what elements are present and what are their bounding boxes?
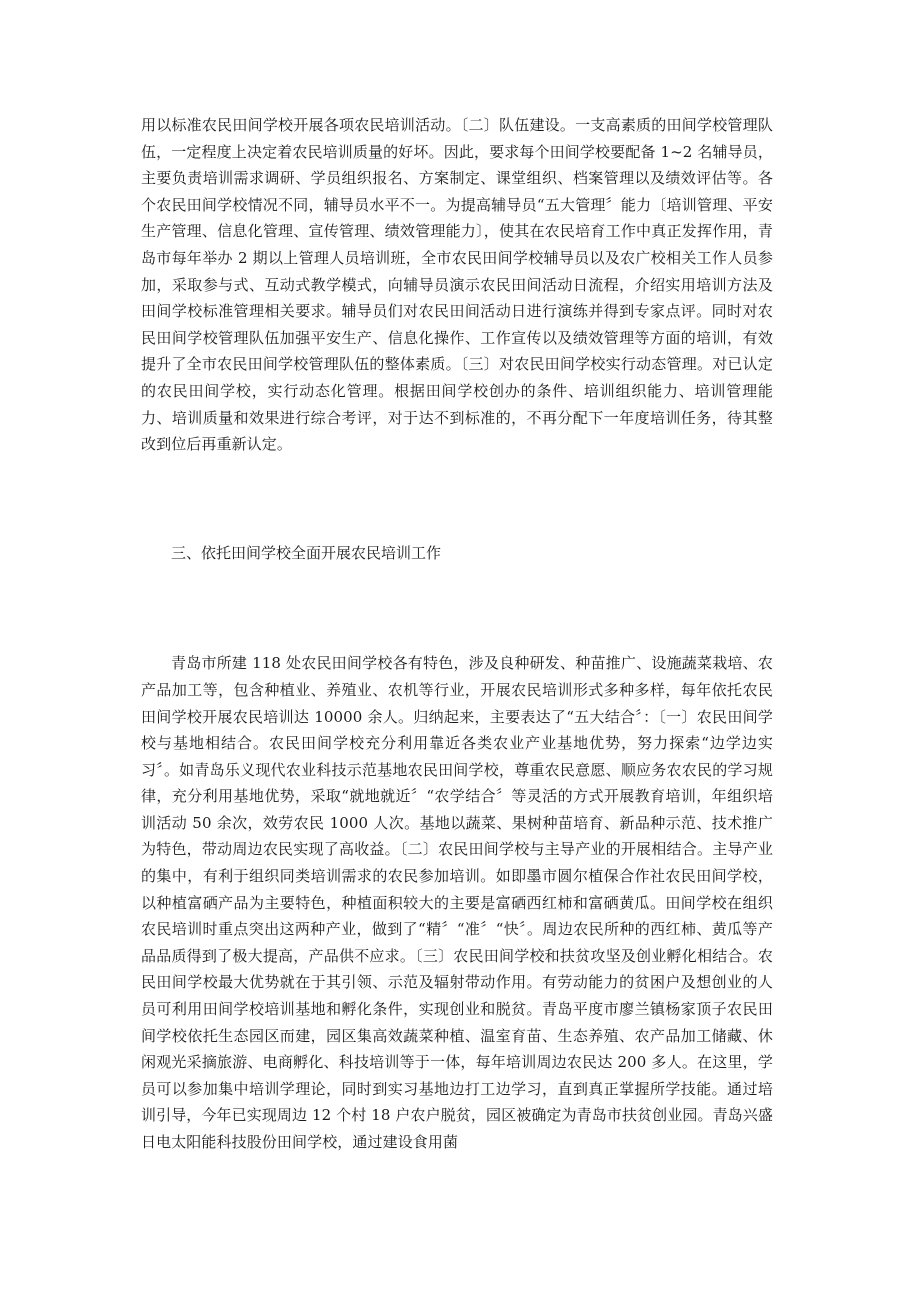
section-heading: 三、依托田间学校全面开展农民培训工作 <box>171 543 442 562</box>
body-paragraph-1: 用以标准农民田间学校开展各项农民培训活动。〔二〕队伍建设。一支高素质的田间学校管理队伍，一定程度上决定着农民培训质量的好坏。因此，要求每个田间学校要配备 1~2 名辅导员，主要负责培训需求调研、学员组织报名、方案制定、课堂组织、档案管理以及绩效评估等。各个农民田间学校情况不同，辅导员水平不一。为提高辅导员“五大管理〞能力〔培训管理、平安生产管理、信息化管理、宣传管理、绩效管理能力〕，使其在农民培育工作中真正发挥作用，青岛市每年举办 2 期以上管理人员培训班，全市农民田间学校辅导员以及农广校相关工作人员参加，采取参与式、互动式教学模式，向辅导员演示农民田间活动日流程，介绍实用培训方法及田间学校标准管理相关要求。辅导员们对农民田间活动日进行演练并得到专家点评。同时对农民田间学校管理队伍加强平安生产、信息化操作、工作宣传以及绩效管理等方面的培训，有效提升了全市农民田间学校管理队伍的整体素质。〔三〕对农民田间学校实行动态管理。对已认定的农民田间学校，实行动态化管理。根据田间学校创办的条件、培训组织能力、培训管理能力、培训质量和效果进行综合考评，对于达不到标准的，不再分配下一年度培训任务，待其整改到位后再重新认定。 <box>141 116 773 454</box>
body-paragraph-2: 青岛市所建 118 处农民田间学校各有特色，涉及良种研发、种苗推广、设施蔬菜栽培、农产品加工等，包含种植业、养殖业、农机等行业，开展农民培训形式多种多样，每年依托农民田间学校开展农民培训达 10000 余人。归纳起来，主要表达了“五大结合〞：〔一〕农民田间学校与基地相结合。农民田间学校充分利用靠近各类农业产业基地优势，努力探索“边学边实习〞。如青岛乐义现代农业科技示范基地农民田间学校，尊重农民意愿、顺应务农农民的学习规律，充分利用基地优势，采取“就地就近〞“农学结合〞等灵活的方式开展教育培训，年组织培训活动 50 余次，效劳农民 1000 人次。基地以蔬菜、果树种苗培育、新品种示范、技术推广为特色，带动周边农民实现了高收益。〔二〕农民田间学校与主导产业的开展相结合。主导产业的集中，有利于组织同类培训需求的农民参加培训。如即墨市圆尔植保合作社农民田间学校，以种植富硒产品为主要特色，种植面积较大的主要是富硒西红柿和富硒黄瓜。田间学校在组织农民培训时重点突出这两种产业，做到了“精〞“准〞“快〞。周边农民所种的西红柿、黄瓜等产品品质得到了极大提高，产品供不应求。〔三〕农民田间学校和扶贫攻坚及创业孵化相结合。农民田间学校最大优势就在于其引领、示范及辐射带动作用。有劳动能力的贫困户及想创业的人员可利用田间学校培训基地和孵化条件，实现创业和脱贫。青岛平度市廖兰镇杨家顶子农民田间学校依托生态园区而建，园区集高效蔬菜种植、温室育苗、生态养殖、农产品加工储藏、休闲观光采摘旅游、电商孵化、科技培训等于一体，每年培训周边农民达 200 多人。在这里，学员可以参加集中培训学理论，同时到实习基地边打工边学习，直到真正掌握所学技能。通过培训引导，今年已实现周边 12 个村 18 户农户脱贫，园区被确定为青岛市扶贫创业园。青岛兴盛日电太阳能科技股份田间学校，通过建设食用菌 <box>141 654 773 1151</box>
paragraph-spacer <box>141 566 773 650</box>
document-page <box>141 112 773 1156</box>
paragraph-spacer <box>141 458 773 540</box>
